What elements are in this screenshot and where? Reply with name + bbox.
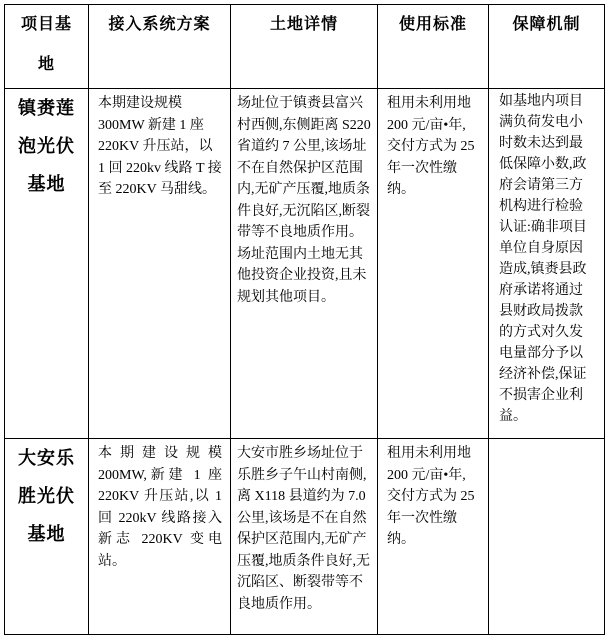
table-row-zhenlai xyxy=(5,89,605,439)
land-details-daan: 大安市胜乡场址位于乐胜乡子午山村南侧,离 X118 县道约为 7.0 公里,该场是不在自然保护区范围内,无矿产压覆,地质条件良好,无沉陷区、断裂带等不良地质作用。 xyxy=(231,439,378,635)
header-guarantee-mechanism: 保障机制 xyxy=(489,5,605,89)
connection-plan-zhenlai: 本期建设规模 300MW 新建 1 座 220KV 升压站，以 1 回 220kv 线路 T 接至 220KV 马甜线。 xyxy=(89,89,231,439)
header-project-base: 项目基地 xyxy=(5,5,89,89)
base-name-daan: 大安乐胜光伏基地 xyxy=(5,439,89,635)
header-usage-standard: 使用标准 xyxy=(378,5,489,89)
usage-standard-daan: 租用未利用地 200 元/亩•年,交付方式为 25 年一次性缴纳。 xyxy=(378,439,489,635)
header-land-details: 土地详情 xyxy=(231,5,378,89)
guarantee-zhenlai: 如基地内项目满负荷发电小时数未达到最低保障小数,政府会请第三方机构进行检验认证:确非项目单位自身原因造成,镇赉县政府承诺将通过县财政局拨款的方式对久发电量部分予以经济补偿,保证不损害企业利益。 xyxy=(489,89,605,439)
project-base-table xyxy=(4,4,605,635)
base-name-zhenlai: 镇赉莲泡光伏基地 xyxy=(5,89,89,439)
land-details-zhenlai: 场址位于镇赉县富兴村西侧,东侧距离 S220 省道约 7 公里,该场址不在自然保护区范围内,无矿产压覆,地质条件良好,无沉陷区,断裂带等不良地质作用。场址范围内土地无其他投资企业投资,且未规划其他项目。 xyxy=(231,89,378,439)
header-row xyxy=(5,5,605,89)
header-connection-plan: 接入系统方案 xyxy=(89,5,231,89)
table-row-daan xyxy=(5,439,605,635)
connection-plan-daan: 本期建设规模 200MW,新建 1 座 220KV 升压站,以 1 回 220kV 线路接入新志 220KV 变电站。 xyxy=(89,439,231,635)
usage-standard-zhenlai: 租用未利用地 200 元/亩•年,交付方式为 25 年一次性缴纳。 xyxy=(378,89,489,439)
guarantee-daan xyxy=(489,439,605,635)
